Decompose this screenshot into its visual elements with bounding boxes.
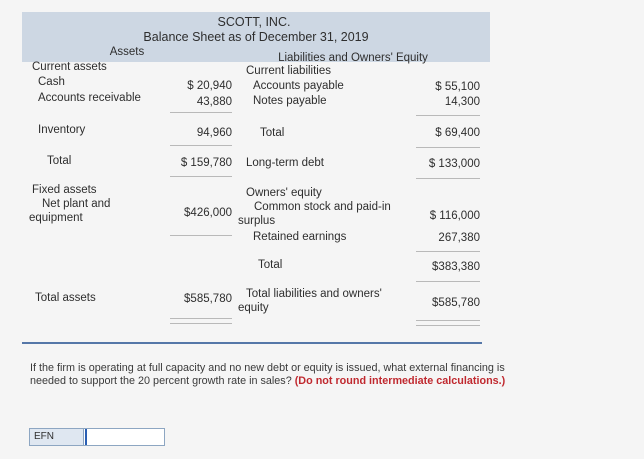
owners-equity-heading: Owners' equity bbox=[246, 187, 322, 199]
question-body: If the firm is operating at full capacity and no new debt or equity is issued, what external financing is needed to support the 20 percent growth rate in sales? bbox=[30, 362, 505, 387]
rule bbox=[416, 115, 480, 116]
receivable-value: 43,880 bbox=[196, 96, 232, 108]
cash-value: $ 20,940 bbox=[187, 80, 232, 92]
question-hint: (Do not round intermediate calculations.) bbox=[294, 375, 506, 387]
efn-answer-row bbox=[29, 428, 165, 446]
rule bbox=[170, 145, 232, 146]
assets-heading: Assets bbox=[109, 46, 145, 58]
receivable-label: Accounts receivable bbox=[38, 92, 141, 104]
rule bbox=[416, 281, 480, 282]
longterm-debt-value: $ 133,000 bbox=[428, 158, 480, 170]
net-plant-value: $426,000 bbox=[184, 207, 232, 219]
rule bbox=[170, 112, 232, 113]
sheet-title: Balance Sheet as of December 31, 2019 bbox=[143, 30, 369, 44]
rule bbox=[170, 235, 232, 236]
inventory-value: 94,960 bbox=[196, 127, 232, 139]
payable-label: Accounts payable bbox=[253, 80, 344, 92]
grand-total-value: $585,780 bbox=[432, 297, 480, 309]
fixed-assets-heading: Fixed assets bbox=[32, 184, 97, 196]
section-separator bbox=[22, 342, 482, 344]
current-total-value: $ 159,780 bbox=[180, 157, 232, 169]
common-stock-label-2: surplus bbox=[238, 215, 276, 227]
liabilities-heading: Liabilities and Owners' Equity bbox=[278, 52, 428, 64]
notes-value: 14,300 bbox=[444, 96, 480, 108]
current-assets-heading: Current assets bbox=[32, 61, 107, 73]
rule bbox=[416, 251, 480, 252]
question-text bbox=[30, 362, 540, 388]
retained-earnings-value: 267,380 bbox=[438, 232, 480, 244]
common-stock-value: $ 116,000 bbox=[429, 210, 480, 222]
notes-label: Notes payable bbox=[253, 95, 327, 107]
efn-input[interactable] bbox=[85, 429, 164, 445]
retained-earnings-label: Retained earnings bbox=[253, 231, 347, 243]
double-rule bbox=[170, 318, 232, 324]
current-total-label: Total bbox=[47, 155, 72, 167]
current-liab-total-label: Total bbox=[260, 127, 285, 139]
rule bbox=[416, 147, 480, 148]
rule bbox=[416, 178, 480, 179]
rule bbox=[170, 176, 232, 177]
total-assets-label: Total assets bbox=[35, 292, 96, 304]
inventory-label: Inventory bbox=[38, 124, 86, 136]
grand-total-label-2: equity bbox=[238, 302, 269, 314]
payable-value: $ 55,100 bbox=[435, 81, 480, 93]
double-rule bbox=[416, 320, 480, 326]
company-name: SCOTT, INC. bbox=[217, 15, 291, 29]
current-liab-total-value: $ 69,400 bbox=[435, 127, 480, 139]
current-liabilities-heading: Current liabilities bbox=[246, 65, 332, 77]
total-assets-value: $585,780 bbox=[184, 293, 232, 305]
equity-total-label: Total bbox=[258, 259, 283, 271]
grand-total-label-1: Total liabilities and owners' bbox=[246, 288, 382, 300]
longterm-debt-label: Long-term debt bbox=[246, 157, 324, 169]
net-plant-label-1: Net plant and bbox=[42, 198, 111, 210]
common-stock-label-1: Common stock and paid-in bbox=[254, 201, 391, 213]
equity-total-value: $383,380 bbox=[432, 261, 480, 273]
cash-label: Cash bbox=[38, 76, 65, 88]
efn-label: EFN bbox=[30, 429, 84, 445]
net-plant-label-2: equipment bbox=[29, 212, 83, 224]
